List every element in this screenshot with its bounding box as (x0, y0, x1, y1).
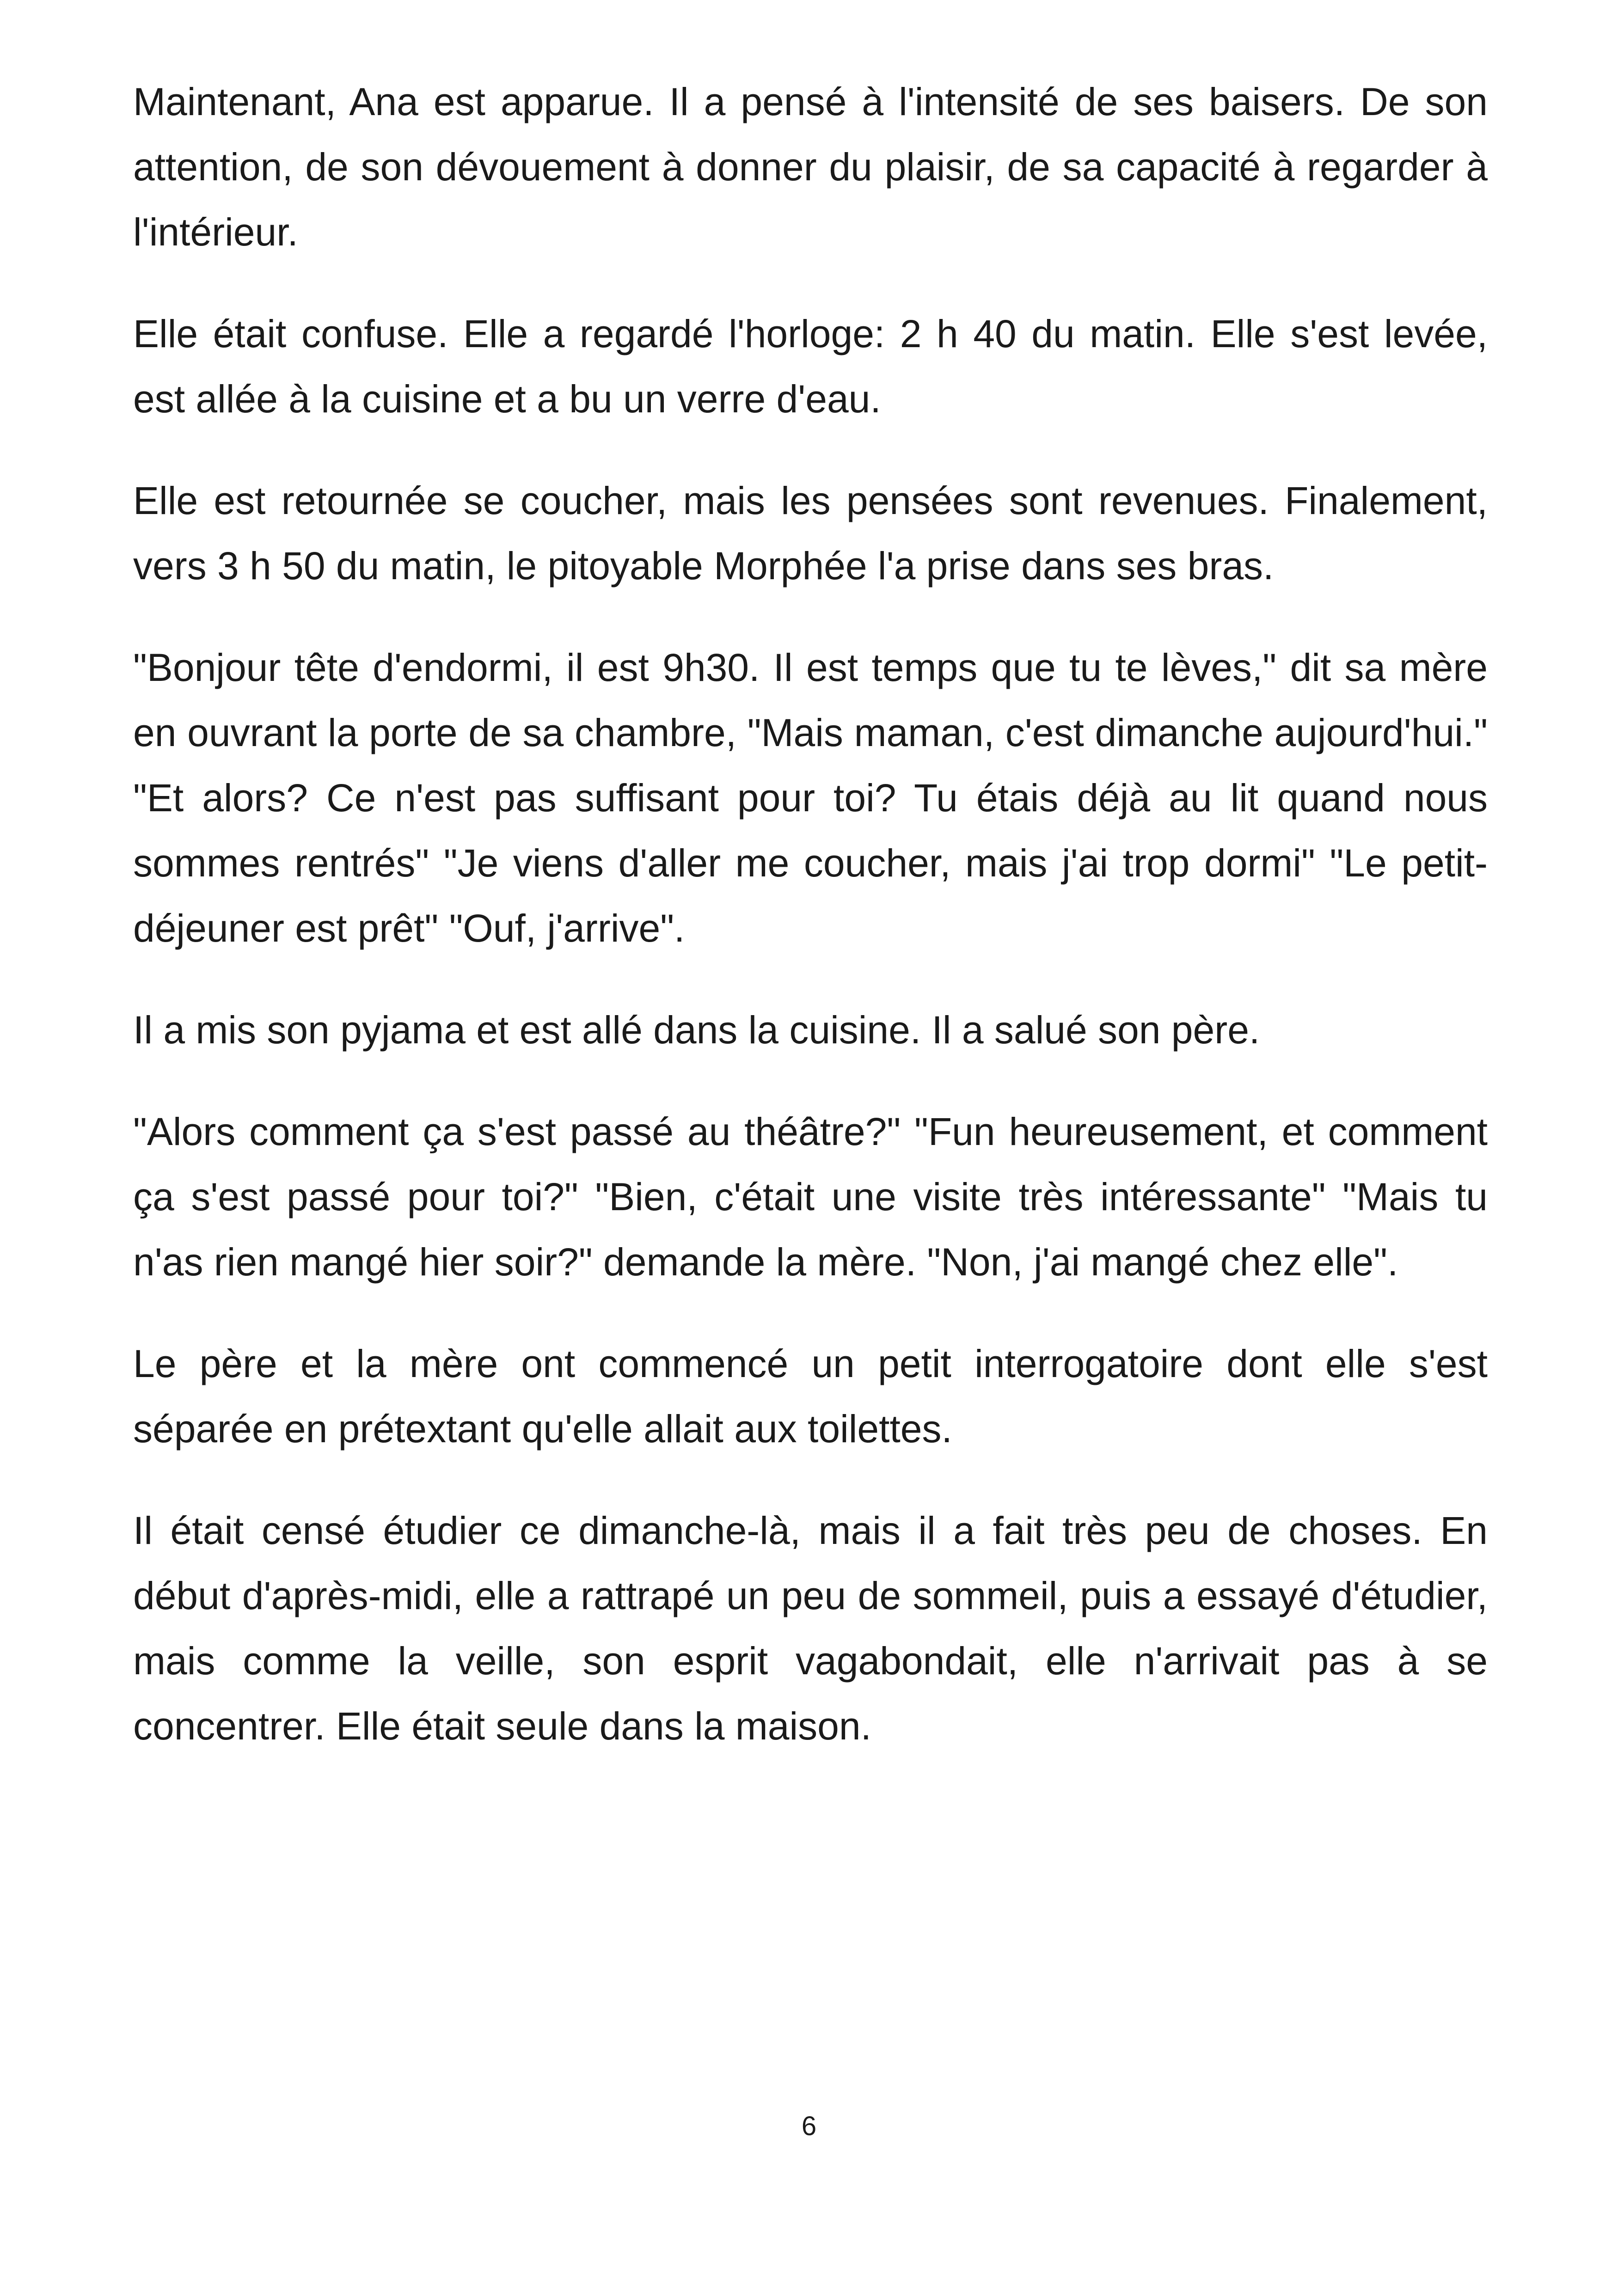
paragraph-4: "Bonjour tête d'endormi, il est 9h30. Il est temps que tu te lèves," dit sa mère en ouvrant la porte de sa chambre, "Mais maman, c'est dimanche aujourd'hui." "Et alors? Ce n'est pas suffisant pour toi? Tu étais déjà au lit quand nous sommes rentrés" "Je viens d'aller me coucher, mais j'ai trop dormi" "Le petit-déjeuner est prêt" "Ouf, j'arrive". (133, 646, 1488, 950)
paragraph-8: Il était censé étudier ce dimanche-là, mais il a fait très peu de choses. En début d'après-midi, elle a rattrapé un peu de sommeil, puis a essayé d'étudier, mais comme la veille, son esprit vagabondait, elle n'arrivait pas à se concentrer. Elle était seule dans la maison. (133, 1509, 1488, 1748)
paragraph-3: Elle est retournée se coucher, mais les pensées sont revenues. Finalement, vers 3 h 50 du matin, le pitoyable Morphée l'a prise dans ses bras. (133, 479, 1488, 588)
paragraph-1: Maintenant, Ana est apparue. Il a pensé à l'intensité de ses baisers. De son attention, de son dévouement à donner du plaisir, de sa capacité à regarder à l'intérieur. (133, 80, 1488, 254)
paragraph-6: "Alors comment ça s'est passé au théâtre?" "Fun heureusement, et comment ça s'est passé pour toi?" "Bien, c'était une visite très intéressante" "Mais tu n'as rien mangé hier soir?" demande la mère. "Non, j'ai mangé chez elle". (133, 1110, 1488, 1284)
page-number: 6 (801, 2111, 817, 2141)
paragraph-2: Elle était confuse. Elle a regardé l'horloge: 2 h 40 du matin. Elle s'est levée, est allée à la cuisine et a bu un verre d'eau. (133, 312, 1488, 421)
paragraph-7: Le père et la mère ont commencé un petit interrogatoire dont elle s'est séparée en prétextant qu'elle allait aux toilettes. (133, 1342, 1488, 1451)
paragraph-5: Il a mis son pyjama et est allé dans la cuisine. Il a salué son père. (133, 1008, 1260, 1052)
body-text (133, 69, 1488, 1795)
